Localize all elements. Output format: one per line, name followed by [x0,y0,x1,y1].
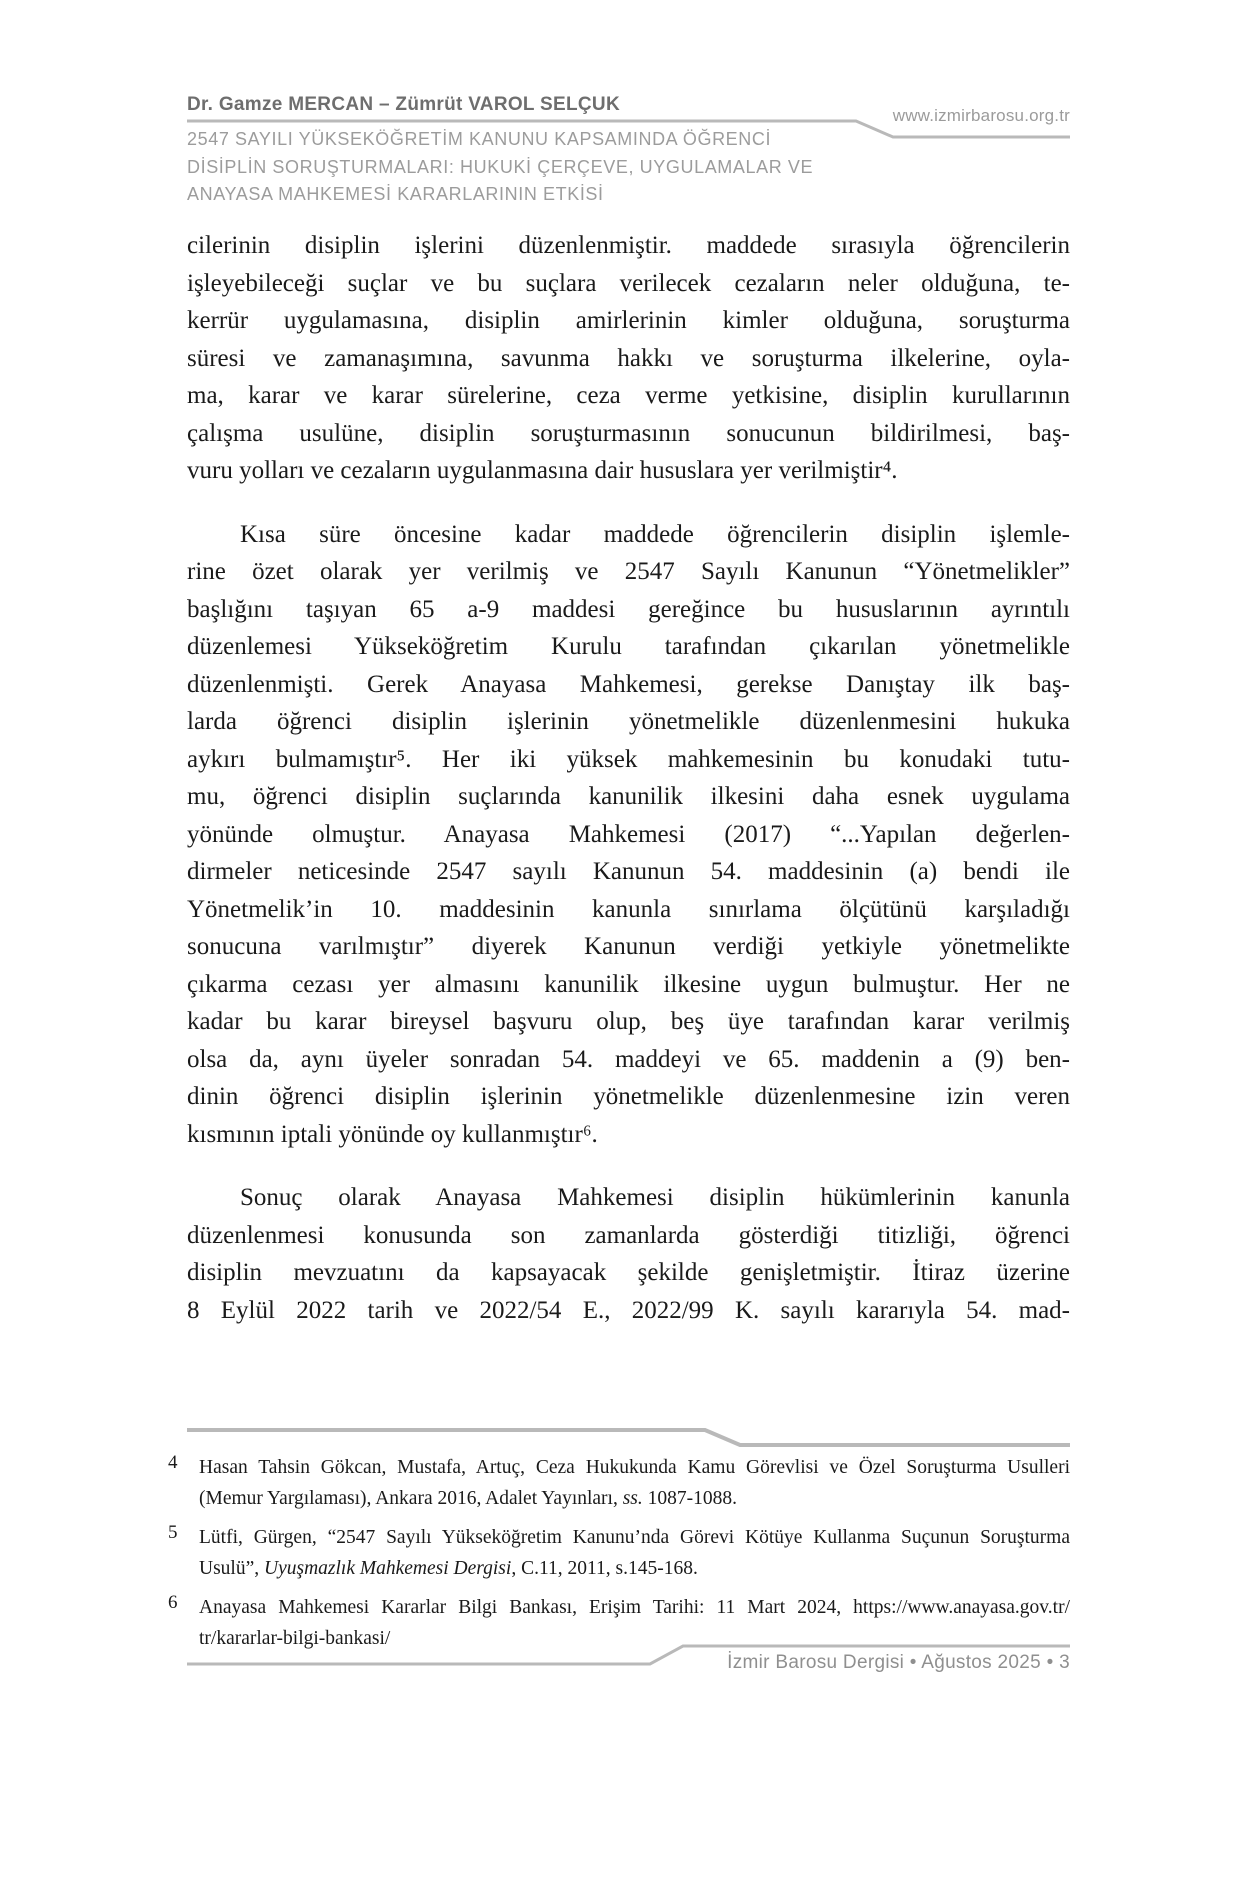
footnote-separator-rule [187,1430,1070,1445]
footnote [168,1452,1070,1514]
footnote-text: tr/kararlar-bilgi-bankasi/ [199,1628,391,1649]
body-text-line: dirmeler neticesinde 2547 sayılı Kanunun 54. maddesinin (a) bendi ile [187,858,1070,885]
footnote-text-line [199,1592,1070,1623]
body-text-line: Kısa süre öncesine kadar maddede öğrencilerin disiplin işlemle- [240,520,1070,548]
body-text-line: çalışma usulüne, disiplin soruşturmasının sonucunun bildirilmesi, baş- [187,419,1070,447]
body-text-line: sonucuna varılmıştır” diyerek Kanunun verdiği yetkiyle yönetmelikte [187,933,1070,960]
body-text-line: süresi ve zamanaşımına, savunma hakkı ve soruşturma ilkelerine, oyla- [187,344,1070,372]
footnote-marker: 4 [168,1452,178,1473]
body-text-line: kısmının iptali yönünde oy kullanmıştır⁶. [187,1120,598,1148]
body-text-line: cilerinin disiplin işlerini düzenlenmiştir. maddede sırasıyla öğrencilerin [187,232,1070,259]
footnote-marker: 6 [168,1592,178,1613]
author-line: Dr. Gamze MERCAN – Zümrüt VAROL SELÇUK [187,94,620,115]
footnote-text: , C.11, 2011, s.145-168. [511,1558,698,1579]
footnote-text: Usulü”, [199,1558,264,1579]
footnote-text-line [199,1623,1070,1654]
body-text-line: başlığını taşıyan 65 a-9 maddesi gereğince bu hususlarının ayrıntılı [187,595,1070,623]
body-text-line: rine özet olarak yer verilmiş ve 2547 Sayılı Kanunun “Yönetmelikler” [187,558,1070,585]
body-text-line: düzenlenmesi konusunda son zamanlarda gösterdiği titizliği, öğrenci [187,1221,1070,1249]
footnote-text-line [199,1483,1070,1514]
footnote-italic-text: ss. [622,1488,643,1509]
body-text-line: düzenlenmişti. Gerek Anayasa Mahkemesi, gerekse Danıştay ilk baş- [187,670,1070,698]
body-text-line: disiplin mevzuatını da kapsayacak şekilde genişletmiştir. İtiraz üzerine [187,1259,1070,1286]
footnote-text: 1087-1088. [642,1488,738,1509]
footnote-text: Anayasa Mahkemesi Kararlar Bilgi Bankası, Erişim Tarihi: 11 Mart 2024, https://www.anayasa.gov.tr/ [199,1597,1070,1618]
body-text-line: larda öğrenci disiplin işlerinin yönetmelikle düzenlenmesini hukuka [187,708,1070,735]
journal-footer-info: İzmir Barosu Dergisi • Ağustos 2025 • 3 [727,1652,1070,1673]
body-text [187,227,1070,1329]
body-text-line: işleyebileceği suçlar ve bu suçlara verilecek cezaların neler olduğuna, te- [187,269,1070,297]
footnote-marker: 5 [168,1522,178,1543]
paragraph [187,227,1070,490]
body-text-line: aykırı bulmamıştır⁵. Her iki yüksek mahkemesinin bu konudaki tutu- [187,745,1070,773]
article-title-line: DİSİPLİN SORUŞTURMALARI: HUKUKİ ÇERÇEVE, UYGULAMALAR VE [187,156,814,177]
body-text-line: kadar bu karar bireysel başvuru olup, beş üye tarafından karar verilmiş [187,1008,1070,1035]
footnote-text: Hasan Tahsin Gökcan, Mustafa, Artuç, Ceza Hukukunda Kamu Görevlisi ve Özel Soruşturma Usulleri [199,1457,1070,1478]
footnote-text: Lütfi, Gürgen, “2547 Sayılı Yükseköğretim Kanunu’nda Görevi Kötüye Kullanma Suçunun Soruşturma [199,1527,1070,1548]
body-text-line: çıkarma cezası yer almasını kanunilik ilkesine uygun bulmuştur. Her ne [187,970,1070,998]
footnote [168,1522,1070,1584]
article-title [187,126,1087,209]
footnotes-section [168,1452,1070,1662]
body-text-line: Yönetmelik’in 10. maddesinin kanunla sınırlama ölçütünü karşıladığı [187,895,1070,923]
body-text-line: yönünde olmuştur. Anayasa Mahkemesi (2017) “...Yapılan değerlen- [187,820,1070,848]
body-text-line: Sonuç olarak Anayasa Mahkemesi disiplin hükümlerinin kanunla [240,1184,1070,1211]
footnote-text: (Memur Yargılaması), Ankara 2016, Adalet Yayınları, [199,1488,623,1509]
body-text-line: olsa da, aynı üyeler sonradan 54. maddeyi ve 65. maddenin a (9) ben- [187,1045,1070,1073]
website-url: www.izmirbarosu.org.tr [892,106,1070,125]
article-title-line: 2547 SAYILI YÜKSEKÖĞRETİM KANUNU KAPSAMINDA ÖĞRENCİ [187,129,772,149]
footnote-text-line [199,1452,1070,1483]
footnote [168,1592,1070,1654]
body-text-line: dinin öğrenci disiplin işlerinin yönetmelikle düzenlenmesine izin veren [187,1083,1070,1110]
footnote-italic-text: Uyuşmazlık Mahkemesi Dergisi [264,1558,512,1579]
body-text-line: 8 Eylül 2022 tarih ve 2022/54 E., 2022/99 K. sayılı kararıyla 54. mad- [187,1296,1070,1324]
footnote-text-line [199,1522,1070,1553]
body-text-line: düzenlemesi Yükseköğretim Kurulu tarafından çıkarılan yönetmelikle [187,633,1070,660]
paragraph [187,516,1070,1154]
footnote-text-line [199,1553,1070,1584]
body-text-line: ma, karar ve karar sürelerine, ceza verme yetkisine, disiplin kurullarının [187,382,1070,409]
paragraph [187,1179,1070,1329]
body-text-line: vuru yolları ve cezaların uygulanmasına dair hususlara yer verilmiştir⁴. [187,457,898,484]
body-text-line: mu, öğrenci disiplin suçlarında kanunilik ilkesini daha esnek uygulama [187,783,1070,810]
article-title-line: ANAYASA MAHKEMESİ KARARLARININ ETKİSİ [187,184,604,204]
body-text-line: kerrür uygulamasına, disiplin amirlerinin kimler olduğuna, soruşturma [187,307,1070,334]
